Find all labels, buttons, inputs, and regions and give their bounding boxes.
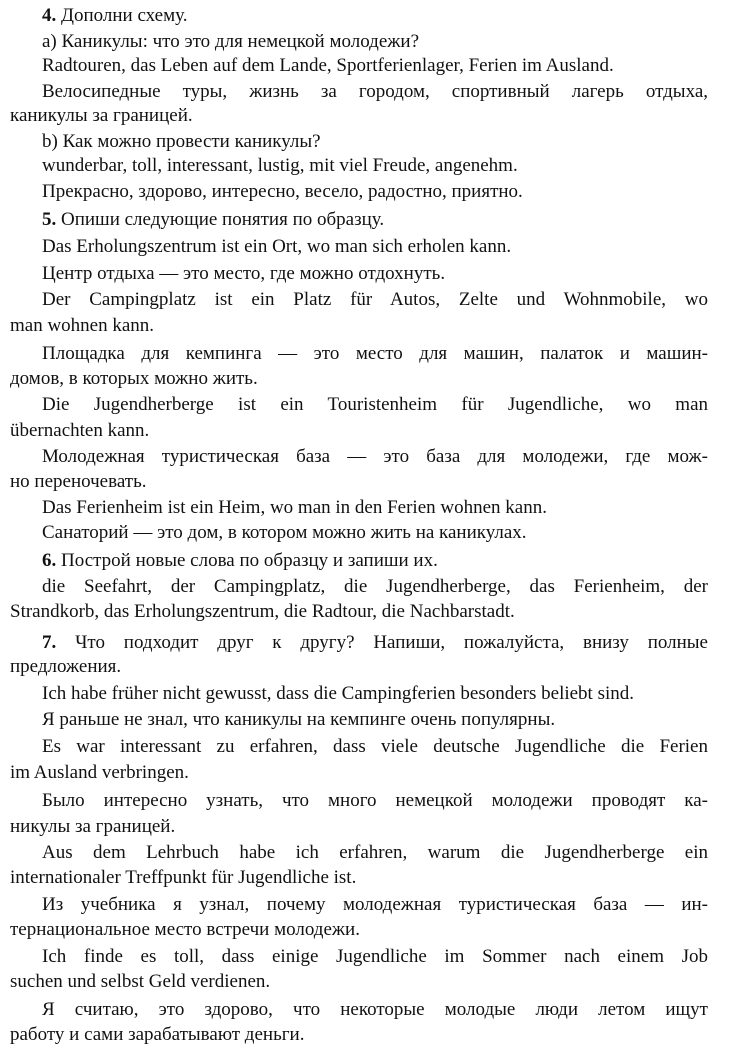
text-line: каникулы за границей. [10,105,193,126]
text-line: Strandkorb, das Erholungszentrum, die Radtour, die Nachbarstadt. [10,601,515,622]
text-line: Я раньше не знал, что каникулы на кемпинге очень популярны. [42,709,556,730]
text-line: предложения. [10,656,122,677]
text-line: но переночевать. [10,471,147,492]
text-line: Центр отдыха — это место, где можно отдохнуть. [42,263,446,284]
text-line: Площадка для кемпинга — это место для машин, палаток и машин- [42,343,708,364]
exercise-number: 7. [42,632,57,653]
text-line: Молодежная туристическая база — это база для молодежи, где мож- [42,446,708,467]
exercise-number: 6. [42,550,57,571]
text-line: Es war interessant zu erfahren, dass viele deutsche Jugendliche die Ferien [42,736,708,757]
text-line: Das Erholungszentrum ist ein Ort, wo man sich erholen kann. [42,236,512,257]
exercise-4-heading: 4. Дополни схему. [42,5,188,26]
text-line: b) Как можно провести каникулы? [42,131,321,152]
text-line: suchen und selbst Geld verdienen. [10,971,271,992]
text-line: übernachten kann. [10,420,150,441]
text-line: домов, в которых можно жить. [10,368,258,389]
text-line: Велосипедные туры, жизнь за городом, спортивный лагерь отдыха, [42,81,708,102]
text-line: Das Ferienheim ist ein Heim, wo man in den Ferien wohnen kann. [42,497,547,518]
text-line: Из учебника я узнал, почему молодежная туристическая база — ин- [42,894,708,915]
text-line: Die Jugendherberge ist ein Touristenheim für Jugendliche, wo man [42,394,708,415]
text-line: wunderbar, toll, interessant, lustig, mit viel Freude, angenehm. [42,155,518,176]
text-line: Было интересно узнать, что много немецкой молодежи проводят ка- [42,790,708,811]
text-line: Я считаю, это здорово, что некоторые молодые люди летом ищут [42,999,708,1020]
text-line: man wohnen kann. [10,315,155,336]
exercise-number: 4. [42,5,57,26]
text-line: Санаторий — это дом, в котором можно жить на каникулах. [42,522,527,543]
text-line: Der Campingplatz ist ein Platz für Autos, Zelte und Wohnmobile, wo [42,289,708,310]
text-line: a) Каникулы: что это для немецкой молодежи? [42,31,420,52]
text-line: Aus dem Lehrbuch habe ich erfahren, warum die Jugendherberge ein [42,842,708,863]
text-line: Прекрасно, здорово, интересно, весело, радостно, приятно. [42,181,523,202]
text-line: internationaler Treffpunkt für Jugendliche ist. [10,867,357,888]
text-line: тернациональное место встречи молодежи. [10,919,360,940]
text-line: Ich habe früher nicht gewusst, dass die Campingferien besonders beliebt sind. [42,683,635,704]
exercise-6-heading: 6. Построй новые слова по образцу и запиши их. [42,550,438,571]
text-line: die Seefahrt, der Campingplatz, die Jugendherberge, das Ferienheim, der [42,576,708,597]
text-line: im Ausland verbringen. [10,762,189,783]
text-line: Ich finde es toll, dass einige Jugendliche im Sommer nach einem Job [42,946,708,967]
exercise-5-heading: 5. Опиши следующие понятия по образцу. [42,209,385,230]
text-line: никулы за границей. [10,816,176,837]
exercise-7-heading: 7. Что подходит друг к другу? Напиши, пожалуйста, внизу полные [42,632,708,653]
exercise-number: 5. [42,209,57,230]
text-line: Radtouren, das Leben auf dem Lande, Sportferienlager, Ferien im Ausland. [42,55,614,76]
text-line: работу и сами зарабатывают деньги. [10,1024,305,1045]
